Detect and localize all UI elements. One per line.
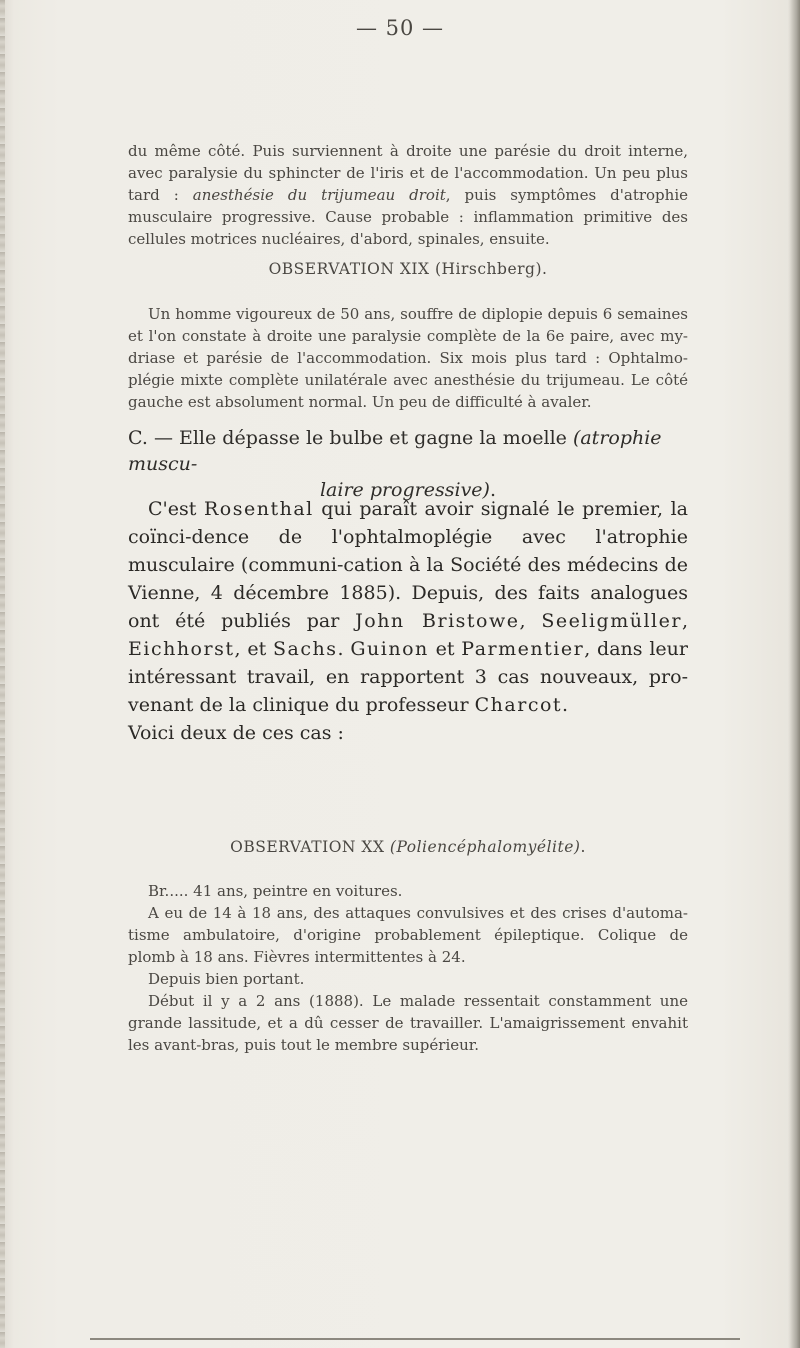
author-name: Sachs	[273, 638, 338, 660]
text-line: , puis symptômes d'atrophie	[445, 186, 688, 204]
text-line: du même côté. Puis surviennent à droite une parésie du droit interne,	[128, 142, 688, 160]
section-c-heading	[128, 425, 688, 503]
italic-text: anesthésie du trijumeau droit	[192, 186, 446, 204]
author-name: Rosenthal	[203, 498, 314, 520]
text-run: C'est	[148, 498, 204, 520]
main-paragraph	[128, 495, 688, 719]
text-line: avec paralysie du sphincter de l'iris et de l'accommodation. Un peu	[128, 164, 651, 182]
page-left-edge	[0, 0, 5, 1348]
text-line: cellules motrices nucléaires, d'abord, spinales, ensuite.	[128, 230, 550, 248]
paragraph-text	[128, 140, 688, 250]
paragraph-text: A eu de 14 à 18 ans, des attaques convulsives et des crises d'automa-tisme ambulatoire, d'origine probablement épileptique. Colique de plomb à 18 ans. Fièvres intermittentes à 24.	[128, 904, 688, 966]
text-run: .	[562, 694, 569, 716]
paragraph-text: Br..... 41 ans, peintre en voitures.	[148, 882, 403, 900]
observation-20-body	[128, 880, 688, 1056]
section-heading-text	[128, 425, 688, 503]
observation-label: OBSERVATION XX	[230, 838, 390, 856]
text-run: et	[428, 638, 462, 660]
page-number: — 50 —	[355, 16, 445, 40]
text-line: plus tard :	[128, 164, 688, 204]
text-run: .	[337, 638, 351, 660]
observation-19-body	[128, 303, 688, 413]
observation-19-title: OBSERVATION XIX (Hirschberg).	[268, 260, 548, 278]
italic-text: (Poliencéphalomyélite)	[389, 838, 581, 856]
text-run: , dans leur intéressant travail, en rapportent 3 cas nouveaux, pro-venant de la clinique du professeur	[128, 638, 688, 716]
paragraph-text: Début il y a 2 ans (1888). Le malade ressentait constamment une grande lassitude, et a dû cesser de travailler. L'amaigrissement envahit les avant-bras, puis tout le membre supérieur.	[128, 992, 688, 1054]
author-name: Parmentier	[461, 638, 585, 660]
text-run: ,	[681, 610, 688, 632]
paragraph-text: Un homme vigoureux de 50 ans, souffre de diplopie depuis 6 semaines et l'on constate à droite une paralysie complète de la 6e paire, avec my-driase et parésie de l'accommodation. Six mois plus tard : Ophtalmo-plégie mixte complète unilatérale avec anesthésie du trijumeau. Le côté gauche est absolument normal. Un peu de difficulté à avaler.	[128, 305, 688, 411]
punctuation: .	[489, 479, 497, 501]
observation-20-title	[128, 838, 688, 856]
punctuation: .	[580, 838, 586, 856]
text-run: , et	[234, 638, 274, 660]
text-line: musculaire progressive. Cause probable : inflammation primitive des	[128, 208, 688, 226]
author-name: Guinon	[350, 638, 429, 660]
author-name: Seeligmüller	[541, 610, 682, 632]
author-name: John Bristowe	[355, 610, 520, 632]
bottom-rule	[90, 1338, 740, 1340]
paragraph-text: Depuis bien portant.	[148, 970, 305, 988]
page-right-edge	[788, 0, 800, 1348]
italic-text: (atrophie muscu-	[128, 427, 662, 475]
author-name: Eichhorst	[128, 638, 235, 660]
main-paragraph-2: Voici deux de ces cas :	[128, 722, 344, 744]
section-label: C. — Elle dépasse le bulbe et gagne la moelle	[128, 427, 573, 449]
text-run: qui paraît avoir signalé le premier, la coïnci-dence de l'ophtalmoplégie avec l'atrophie musculaire (communi-cation à la Société des médecins de Vienne, 4 décembre 1885). Depuis, des faits analogues ont été publiés par	[128, 498, 688, 632]
main-text	[128, 495, 688, 747]
text-run: ,	[519, 610, 542, 632]
continuation-paragraph	[128, 140, 688, 250]
author-name: Charcot	[474, 694, 563, 716]
italic-text: laire progressive)	[319, 479, 490, 501]
